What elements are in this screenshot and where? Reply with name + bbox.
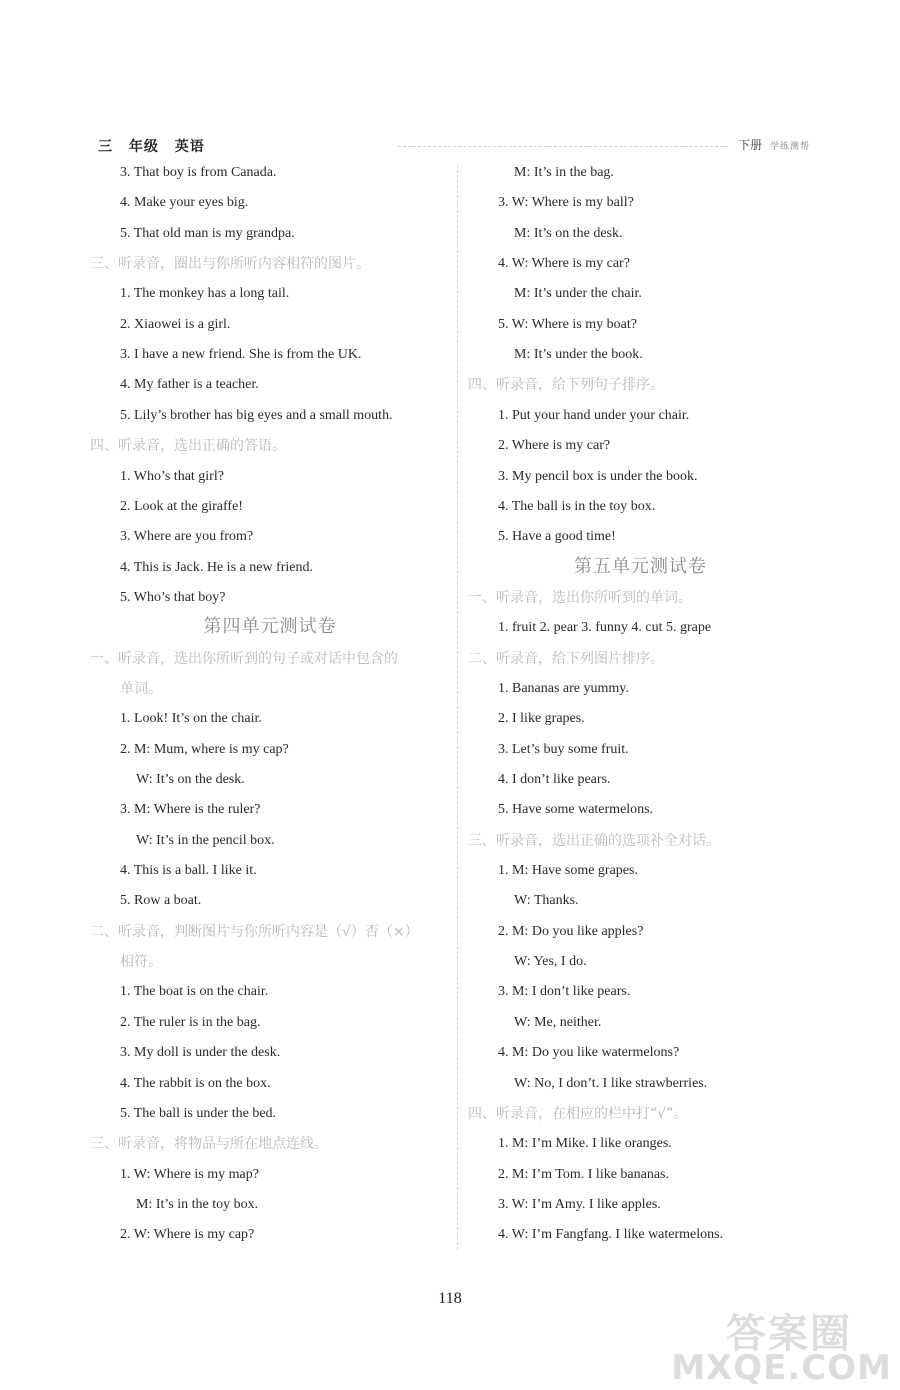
section-heading: 三、听录音，圈出与你所听内容相符的图片。	[90, 256, 370, 272]
script-item: 5. Have some watermelons.	[498, 802, 654, 817]
section-heading-continued: 单词。	[120, 681, 162, 697]
script-item: 1. fruit 2. pear 3. funny 4. cut 5. grape	[498, 620, 712, 635]
header-grade: 三	[98, 139, 113, 155]
dialogue-reply: W: Yes, I do.	[514, 954, 587, 969]
script-item: 5. Lily’s brother has big eyes and a small mouth.	[120, 408, 393, 423]
dialogue-reply: M: It’s in the bag.	[514, 165, 614, 180]
dialogue-reply: W: Me, neither.	[514, 1015, 602, 1030]
script-item: 1. Bananas are yummy.	[498, 681, 629, 696]
script-item: 3. Let’s buy some fruit.	[498, 742, 629, 757]
script-item: 1. M: Have some grapes.	[498, 863, 638, 878]
script-item: 2. I like grapes.	[498, 711, 585, 726]
script-item: 3. W: Where is my ball?	[498, 195, 634, 210]
script-item: 1. Look! It’s on the chair.	[120, 711, 262, 726]
script-item: 1. W: Where is my map?	[120, 1167, 259, 1182]
script-item: 4. M: Do you like watermelons?	[498, 1045, 680, 1060]
script-item: 3. M: I don’t like pears.	[498, 984, 631, 999]
section-heading: 一、听录音，选出你所听到的单词。	[468, 590, 692, 606]
script-item: 2. Where is my car?	[498, 438, 611, 453]
script-item: 5. Have a good time!	[498, 529, 616, 544]
header-subject: 英语	[174, 139, 205, 155]
dialogue-reply: M: It’s in the toy box.	[136, 1197, 259, 1212]
script-item: 2. W: Where is my cap?	[120, 1227, 255, 1242]
script-item: 4. W: Where is my car?	[498, 256, 630, 271]
script-item: 5. Who’s that boy?	[120, 590, 226, 605]
section-heading: 一、听录音，选出你所听到的句子或对话中包含的	[90, 651, 398, 667]
script-item: 2. M: I’m Tom. I like bananas.	[498, 1167, 670, 1182]
script-item: 2. The ruler is in the bag.	[120, 1015, 261, 1030]
script-item: 3. M: Where is the ruler?	[120, 802, 261, 817]
script-item: 4. This is Jack. He is a new friend.	[120, 560, 313, 575]
script-item: 3. My pencil box is under the book.	[498, 469, 698, 484]
unit-title: 第五单元测试卷	[574, 556, 707, 577]
header-volume: 下册	[738, 138, 763, 152]
dialogue-reply: W: Thanks.	[514, 893, 579, 908]
dialogue-reply: M: It’s on the desk.	[514, 226, 623, 241]
page-number: 118	[438, 1290, 462, 1307]
script-item: 2. M: Do you like apples?	[498, 924, 644, 939]
script-item: 1. M: I’m Mike. I like oranges.	[498, 1136, 672, 1151]
section-heading: 四、听录音，在相应的栏中打“√”。	[468, 1106, 688, 1122]
column-divider	[457, 165, 458, 1250]
dialogue-reply: W: It’s in the pencil box.	[136, 833, 275, 848]
script-item: 3. That boy is from Canada.	[120, 165, 277, 180]
script-item: 5. That old man is my grandpa.	[120, 226, 295, 241]
section-heading: 四、听录音，选出正确的答语。	[90, 438, 286, 454]
script-item: 3. My doll is under the desk.	[120, 1045, 281, 1060]
watermark-logo	[671, 1302, 892, 1388]
section-heading: 三、听录音，选出正确的选项补全对话。	[468, 833, 720, 849]
script-item: 2. Look at the giraffe!	[120, 499, 243, 514]
section-heading: 三、听录音，将物品与所在地点连线。	[90, 1136, 328, 1152]
header-grade-label: 年级	[128, 139, 159, 155]
script-item: 1. The monkey has a long tail.	[120, 286, 290, 301]
script-item: 4. W: I’m Fangfang. I like watermelons.	[498, 1227, 724, 1242]
watermark-bottom-text: MXQE.COM	[671, 1348, 892, 1388]
script-item: 4. Make your eyes big.	[120, 195, 249, 210]
section-heading-continued: 相符。	[120, 954, 162, 970]
header-brand-logo: 学练测帮	[769, 142, 810, 152]
script-item: 4. I don’t like pears.	[498, 772, 611, 787]
header-grade-subject	[98, 136, 215, 156]
header-volume-block	[738, 136, 810, 153]
dialogue-reply: M: It’s under the book.	[514, 347, 643, 362]
script-item: 5. W: Where is my boat?	[498, 317, 637, 332]
dialogue-reply: W: No, I don’t. I like strawberries.	[514, 1076, 708, 1091]
script-item: 4. The rabbit is on the box.	[120, 1076, 271, 1091]
section-heading: 二、听录音，判断图片与你所听内容是（√）否（×）	[90, 924, 419, 940]
script-item: 4. This is a ball. I like it.	[120, 863, 257, 878]
dialogue-reply: M: It’s under the chair.	[514, 286, 642, 301]
script-item: 2. Xiaowei is a girl.	[120, 317, 231, 332]
section-heading: 四、听录音，给下列句子排序。	[468, 377, 664, 393]
script-item: 5. The ball is under the bed.	[120, 1106, 277, 1121]
script-item: 3. W: I’m Amy. I like apples.	[498, 1197, 661, 1212]
script-item: 5. Row a boat.	[120, 893, 202, 908]
script-item: 4. The ball is in the toy box.	[498, 499, 656, 514]
script-item: 1. Who’s that girl?	[120, 469, 224, 484]
script-item: 3. Where are you from?	[120, 529, 254, 544]
script-item: 1. The boat is on the chair.	[120, 984, 269, 999]
watermark-top-text: 答案圈	[726, 1311, 852, 1357]
script-item: 4. My father is a teacher.	[120, 377, 259, 392]
unit-title: 第四单元测试卷	[203, 616, 337, 637]
page-header	[98, 136, 828, 158]
dialogue-reply: W: It’s on the desk.	[136, 772, 245, 787]
script-item: 3. I have a new friend. She is from the UK.	[120, 347, 362, 362]
script-item: 1. Put your hand under your chair.	[498, 408, 690, 423]
header-divider-line	[398, 146, 728, 147]
section-heading: 二、听录音，给下列图片排序。	[468, 651, 664, 667]
script-item: 2. M: Mum, where is my cap?	[120, 742, 289, 757]
